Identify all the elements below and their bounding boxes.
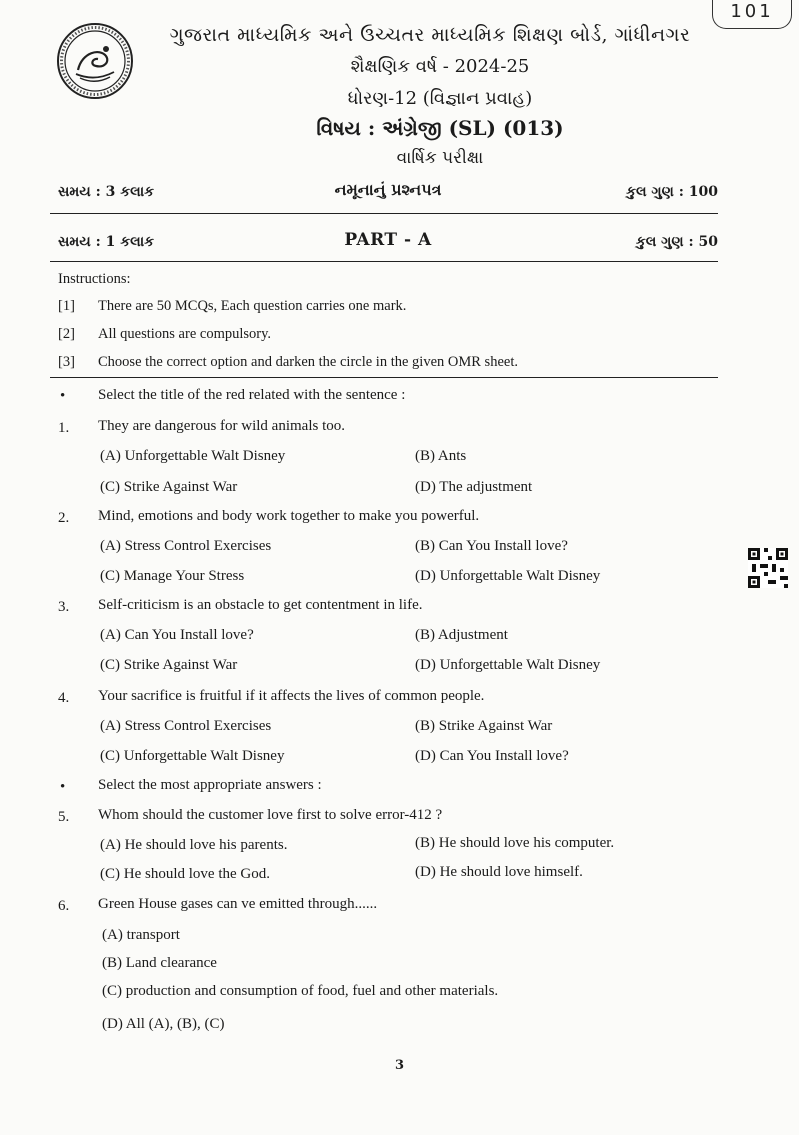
option-d: (D) Unforgettable Walt Disney	[415, 568, 601, 584]
option-a: (A) transport	[102, 927, 180, 943]
divider	[50, 261, 718, 262]
option-b: (B) Land clearance	[102, 955, 217, 971]
option-c: (C) Manage Your Stress	[100, 568, 245, 584]
option-d: (D) All (A), (B), (C)	[102, 1016, 225, 1032]
question-number: 3.	[58, 599, 70, 615]
meta-row-part	[58, 230, 718, 256]
option-a: (A) Unforgettable Walt Disney	[100, 448, 286, 464]
divider	[50, 213, 718, 214]
qr-code-icon	[748, 548, 788, 588]
question-text: Mind, emotions and body work together to make you powerful.	[98, 508, 480, 524]
subject: વિષય : અંગ્રેજી (SL) (013)	[316, 116, 564, 140]
standard: ધોરણ-12 (વિજ્ઞાન પ્રવાહ)	[347, 88, 533, 109]
academic-year: શૈક્ષણિક વર્ષ - 2024-25	[350, 56, 530, 77]
option-c: (C) Strike Against War	[100, 479, 238, 495]
instructions-title: Instructions:	[58, 271, 131, 287]
marks-total: કુલ ગુણ : 100	[626, 184, 718, 200]
question-number: 5.	[58, 809, 70, 825]
question-number: 4.	[58, 690, 70, 706]
option-a: (A) Stress Control Exercises	[100, 538, 272, 554]
part-title: PART - A	[344, 230, 432, 250]
option-a: (A) He should love his parents.	[100, 837, 288, 853]
option-b: (B) Ants	[415, 448, 467, 464]
divider	[50, 377, 718, 378]
marks-part: કુલ ગુણ : 50	[635, 234, 718, 250]
option-a: (A) Stress Control Exercises	[100, 718, 272, 734]
option-c: (C) production and consumption of food, fuel and other materials.	[102, 983, 499, 999]
section-instruction: Select the title of the red related with the sentence :	[98, 387, 406, 403]
option-c: (C) Strike Against War	[100, 657, 238, 673]
option-b: (B) Strike Against War	[415, 718, 553, 734]
question-text: They are dangerous for wild animals too.	[98, 418, 346, 434]
question-text: Whom should the customer love first to solve error-412 ?	[98, 807, 443, 823]
instruction-item: [1] There are 50 MCQs, Each question carries one mark.	[58, 298, 407, 314]
question-text: Green House gases can ve emitted through......	[98, 896, 378, 912]
time-part: સમય : 1 કલાક	[58, 234, 155, 250]
option-d: (D) The adjustment	[415, 479, 533, 495]
page-number: 3	[394, 1058, 405, 1073]
option-d: (D) He should love himself.	[415, 864, 583, 880]
option-b: (B) Adjustment	[415, 627, 508, 643]
question-text: Your sacrifice is fruitful if it affects the lives of common people.	[98, 688, 485, 704]
option-a: (A) Can You Install love?	[100, 627, 254, 643]
section-bullet: •	[60, 779, 66, 795]
instruction-item: [3] Choose the correct option and darken the circle in the given OMR sheet.	[58, 354, 518, 370]
board-name: ગુજરાત માધ્યમિક અને ઉચ્ચતર માધ્યમિક શિક્ષણ બોર્ડ, ગાંધીનગર	[169, 24, 691, 46]
question-text: Self-criticism is an obstacle to get contentment in life.	[98, 597, 423, 613]
option-c: (C) Unforgettable Walt Disney	[100, 748, 285, 764]
option-d: (D) Unforgettable Walt Disney	[415, 657, 601, 673]
option-b: (B) He should love his computer.	[415, 835, 615, 851]
question-number: 2.	[58, 510, 70, 526]
section-bullet: •	[60, 388, 66, 404]
option-b: (B) Can You Install love?	[415, 538, 568, 554]
option-d: (D) Can You Install love?	[415, 748, 569, 764]
meta-row-total	[58, 180, 718, 206]
exam-name: વાર્ષિક પરીક્ષા	[396, 148, 484, 168]
option-c: (C) He should love the God.	[100, 866, 270, 882]
instruction-item: [2] All questions are compulsory.	[58, 326, 272, 342]
corner-mark: 101	[712, 0, 792, 29]
question-number: 1.	[58, 420, 70, 436]
section-instruction: Select the most appropriate answers :	[98, 777, 322, 793]
paper-type: નમૂનાનું પ્રશ્નપત્ર	[334, 180, 442, 199]
question-number: 6.	[58, 898, 70, 914]
time-total: સમય : 3 કલાક	[58, 184, 155, 200]
